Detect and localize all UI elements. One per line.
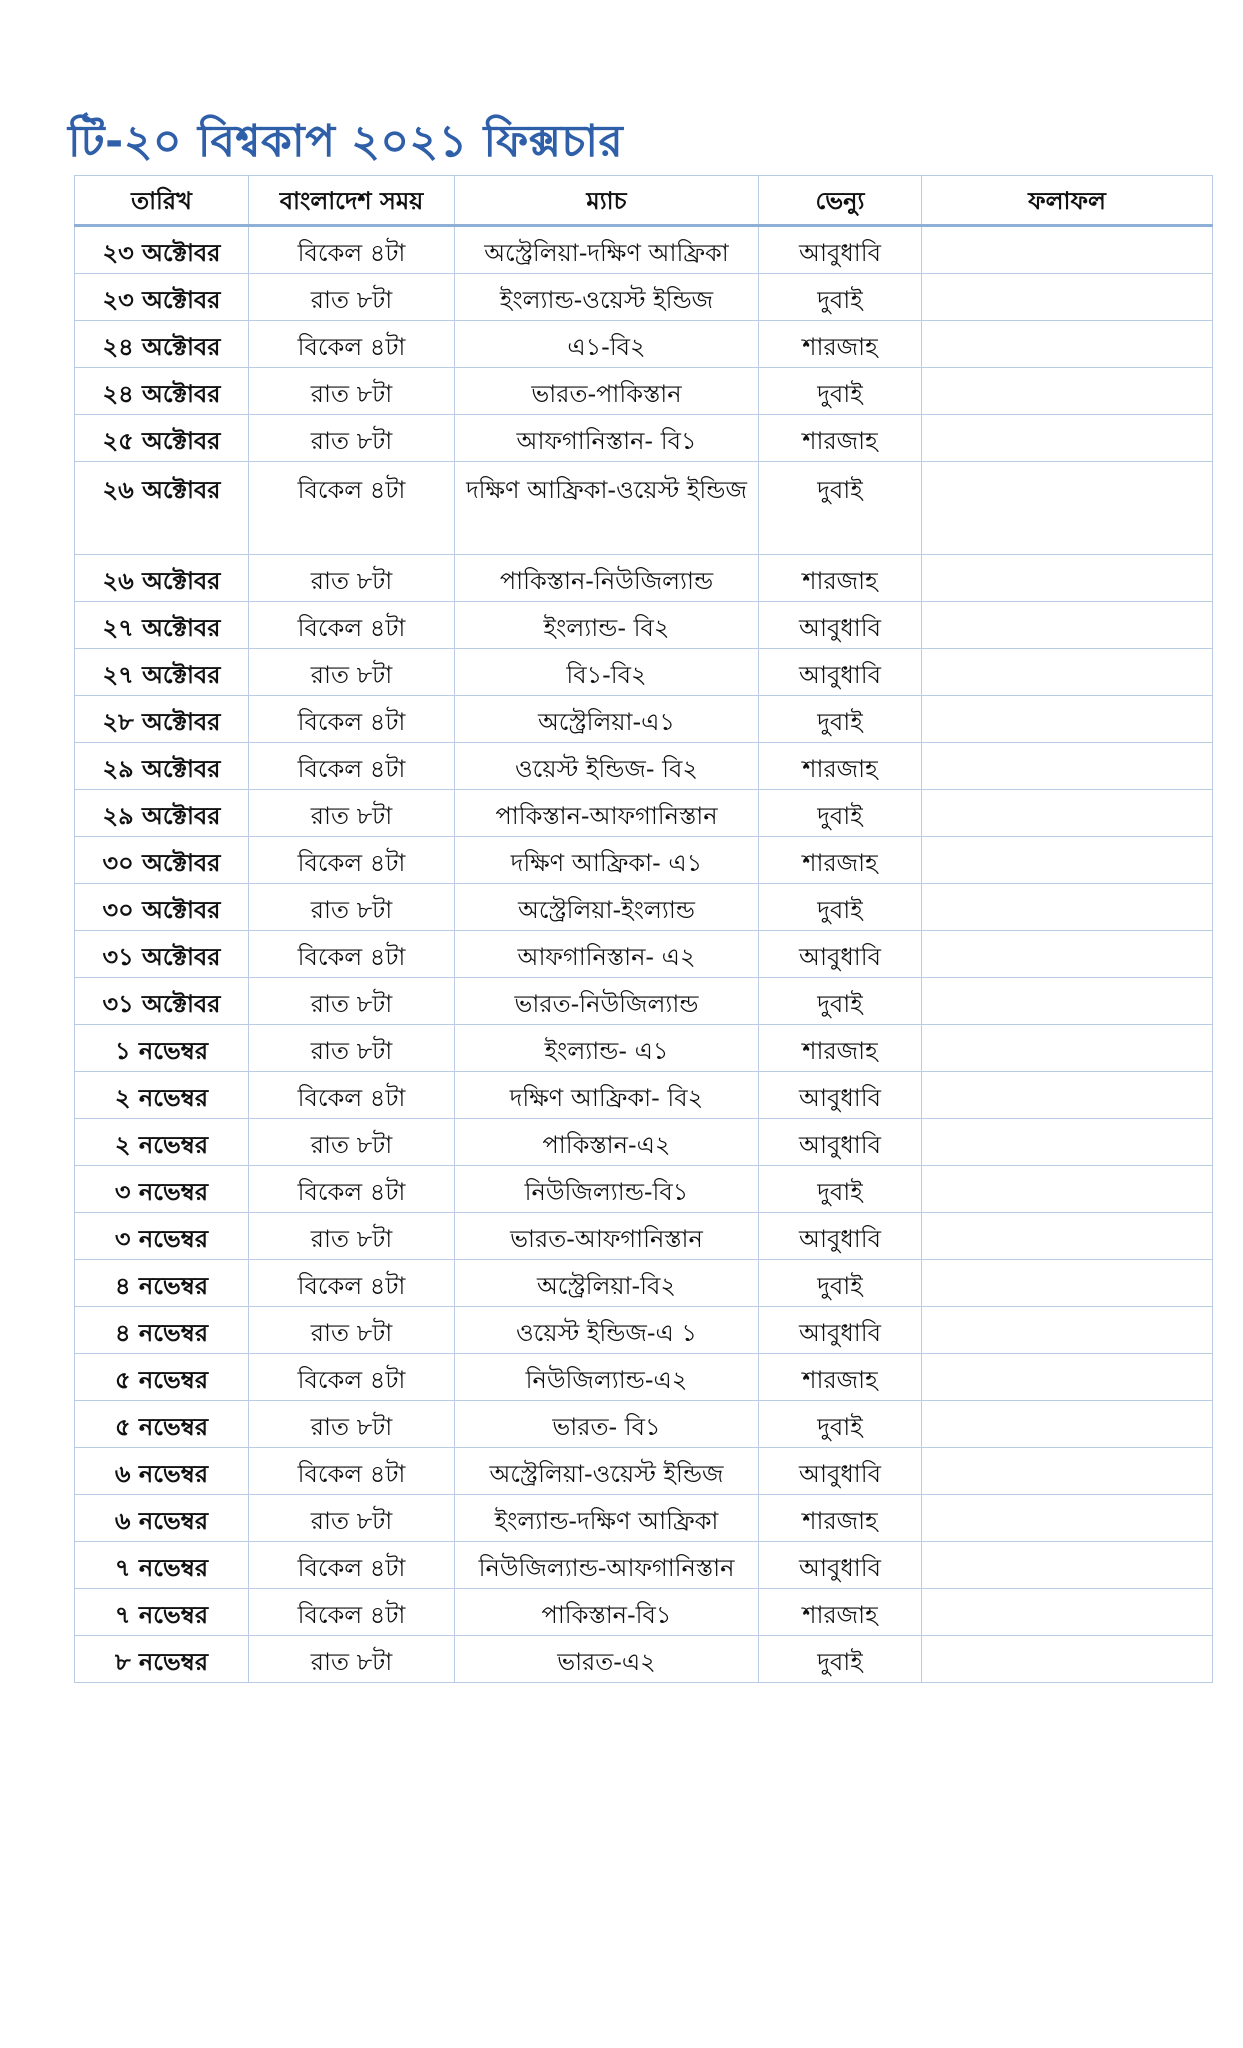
result-cell bbox=[922, 743, 1213, 790]
time-cell: বিকেল ৪টা bbox=[249, 226, 455, 274]
venue-cell: দুবাই bbox=[759, 368, 922, 415]
venue-cell: শারজাহ bbox=[759, 1589, 922, 1636]
date-cell: ৪ নভেম্বর bbox=[75, 1260, 249, 1307]
result-cell bbox=[922, 790, 1213, 837]
time-cell: বিকেল ৪টা bbox=[249, 837, 455, 884]
date-cell: ২৭ অক্টোবর bbox=[75, 649, 249, 696]
match-cell: পাকিস্তান-এ২ bbox=[455, 1119, 759, 1166]
match-cell: পাকিস্তান-নিউজিল্যান্ড bbox=[455, 555, 759, 602]
match-cell: ভারত-পাকিস্তান bbox=[455, 368, 759, 415]
match-cell: আফগানিস্তান- বি১ bbox=[455, 415, 759, 462]
time-cell: বিকেল ৪টা bbox=[249, 1542, 455, 1589]
time-cell: রাত ৮টা bbox=[249, 884, 455, 931]
match-cell: অস্ট্রেলিয়া-ইংল্যান্ড bbox=[455, 884, 759, 931]
table-row bbox=[75, 368, 1213, 415]
date-cell: ২৫ অক্টোবর bbox=[75, 415, 249, 462]
venue-cell: শারজাহ bbox=[759, 555, 922, 602]
result-cell bbox=[922, 696, 1213, 743]
match-cell: ওয়েস্ট ইন্ডিজ- বি২ bbox=[455, 743, 759, 790]
table-row bbox=[75, 1260, 1213, 1307]
result-cell bbox=[922, 1072, 1213, 1119]
table-row bbox=[75, 321, 1213, 368]
table-row bbox=[75, 1354, 1213, 1401]
result-cell bbox=[922, 226, 1213, 274]
date-cell: ৭ নভেম্বর bbox=[75, 1542, 249, 1589]
table-row bbox=[75, 1166, 1213, 1213]
venue-cell: আবুধাবি bbox=[759, 1213, 922, 1260]
fixtures-body bbox=[75, 226, 1213, 1683]
venue-cell: শারজাহ bbox=[759, 1025, 922, 1072]
date-cell: ২৪ অক্টোবর bbox=[75, 321, 249, 368]
time-cell: রাত ৮টা bbox=[249, 1401, 455, 1448]
result-cell bbox=[922, 415, 1213, 462]
match-cell: বি১-বি২ bbox=[455, 649, 759, 696]
match-cell: ইংল্যান্ড- বি২ bbox=[455, 602, 759, 649]
table-row bbox=[75, 978, 1213, 1025]
time-cell: রাত ৮টা bbox=[249, 1025, 455, 1072]
venue-cell: দুবাই bbox=[759, 1166, 922, 1213]
time-cell: রাত ৮টা bbox=[249, 1119, 455, 1166]
table-row bbox=[75, 743, 1213, 790]
venue-cell: শারজাহ bbox=[759, 1495, 922, 1542]
time-cell: রাত ৮টা bbox=[249, 649, 455, 696]
table-row bbox=[75, 790, 1213, 837]
date-cell: ২৯ অক্টোবর bbox=[75, 743, 249, 790]
date-cell: ৫ নভেম্বর bbox=[75, 1354, 249, 1401]
match-cell: ইংল্যান্ড-দক্ষিণ আফ্রিকা bbox=[455, 1495, 759, 1542]
result-cell bbox=[922, 978, 1213, 1025]
match-cell: ভারত-নিউজিল্যান্ড bbox=[455, 978, 759, 1025]
venue-cell: শারজাহ bbox=[759, 1354, 922, 1401]
match-cell: অস্ট্রেলিয়া-এ১ bbox=[455, 696, 759, 743]
table-row bbox=[75, 274, 1213, 321]
time-cell: বিকেল ৪টা bbox=[249, 696, 455, 743]
venue-cell: শারজাহ bbox=[759, 837, 922, 884]
date-cell: ৩১ অক্টোবর bbox=[75, 978, 249, 1025]
time-cell: বিকেল ৪টা bbox=[249, 1589, 455, 1636]
result-cell bbox=[922, 1307, 1213, 1354]
result-cell bbox=[922, 274, 1213, 321]
match-cell: ওয়েস্ট ইন্ডিজ-এ ১ bbox=[455, 1307, 759, 1354]
table-row bbox=[75, 602, 1213, 649]
venue-cell: দুবাই bbox=[759, 884, 922, 931]
time-cell: রাত ৮টা bbox=[249, 1636, 455, 1683]
date-cell: ২৩ অক্টোবর bbox=[75, 226, 249, 274]
table-row bbox=[75, 837, 1213, 884]
result-cell bbox=[922, 368, 1213, 415]
time-cell: রাত ৮টা bbox=[249, 368, 455, 415]
header-match: ম্যাচ bbox=[455, 176, 759, 226]
result-cell bbox=[922, 1448, 1213, 1495]
match-cell: দক্ষিণ আফ্রিকা- এ১ bbox=[455, 837, 759, 884]
table-row bbox=[75, 1636, 1213, 1683]
time-cell: রাত ৮টা bbox=[249, 1213, 455, 1260]
date-cell: ৫ নভেম্বর bbox=[75, 1401, 249, 1448]
result-cell bbox=[922, 555, 1213, 602]
table-row bbox=[75, 696, 1213, 743]
table-row bbox=[75, 1542, 1213, 1589]
time-cell: বিকেল ৪টা bbox=[249, 1354, 455, 1401]
venue-cell: শারজাহ bbox=[759, 321, 922, 368]
time-cell: রাত ৮টা bbox=[249, 415, 455, 462]
date-cell: ২ নভেম্বর bbox=[75, 1119, 249, 1166]
match-cell: ইংল্যান্ড-ওয়েস্ট ইন্ডিজ bbox=[455, 274, 759, 321]
result-cell bbox=[922, 1260, 1213, 1307]
time-cell: বিকেল ৪টা bbox=[249, 602, 455, 649]
date-cell: ৪ নভেম্বর bbox=[75, 1307, 249, 1354]
venue-cell: দুবাই bbox=[759, 790, 922, 837]
time-cell: বিকেল ৪টা bbox=[249, 1260, 455, 1307]
date-cell: ২৬ অক্টোবর bbox=[75, 462, 249, 555]
table-row bbox=[75, 1401, 1213, 1448]
venue-cell: দুবাই bbox=[759, 1636, 922, 1683]
match-cell: অস্ট্রেলিয়া-বি২ bbox=[455, 1260, 759, 1307]
venue-cell: দুবাই bbox=[759, 274, 922, 321]
time-cell: রাত ৮টা bbox=[249, 555, 455, 602]
result-cell bbox=[922, 1166, 1213, 1213]
date-cell: ২৮ অক্টোবর bbox=[75, 696, 249, 743]
match-cell: দক্ষিণ আফ্রিকা- বি২ bbox=[455, 1072, 759, 1119]
venue-cell: দুবাই bbox=[759, 462, 922, 555]
result-cell bbox=[922, 1589, 1213, 1636]
venue-cell: আবুধাবি bbox=[759, 1307, 922, 1354]
result-cell bbox=[922, 1542, 1213, 1589]
time-cell: রাত ৮টা bbox=[249, 274, 455, 321]
time-cell: বিকেল ৪টা bbox=[249, 1166, 455, 1213]
time-cell: বিকেল ৪টা bbox=[249, 462, 455, 555]
date-cell: ২৩ অক্টোবর bbox=[75, 274, 249, 321]
table-row bbox=[75, 1448, 1213, 1495]
date-cell: ৩০ অক্টোবর bbox=[75, 884, 249, 931]
table-row bbox=[75, 1072, 1213, 1119]
match-cell: ইংল্যান্ড- এ১ bbox=[455, 1025, 759, 1072]
result-cell bbox=[922, 1495, 1213, 1542]
match-cell: পাকিস্তান-বি১ bbox=[455, 1589, 759, 1636]
table-row bbox=[75, 884, 1213, 931]
venue-cell: শারজাহ bbox=[759, 415, 922, 462]
result-cell bbox=[922, 1401, 1213, 1448]
venue-cell: আবুধাবি bbox=[759, 602, 922, 649]
result-cell bbox=[922, 1119, 1213, 1166]
date-cell: ২৬ অক্টোবর bbox=[75, 555, 249, 602]
date-cell: ২৯ অক্টোবর bbox=[75, 790, 249, 837]
date-cell: ৭ নভেম্বর bbox=[75, 1589, 249, 1636]
table-row bbox=[75, 649, 1213, 696]
date-cell: ১ নভেম্বর bbox=[75, 1025, 249, 1072]
date-cell: ২ নভেম্বর bbox=[75, 1072, 249, 1119]
page-title: টি-২০ বিশ্বকাপ ২০২১ ফিক্সচার bbox=[68, 116, 624, 167]
time-cell: রাত ৮টা bbox=[249, 790, 455, 837]
table-row bbox=[75, 1589, 1213, 1636]
date-cell: ৬ নভেম্বর bbox=[75, 1448, 249, 1495]
result-cell bbox=[922, 602, 1213, 649]
header-result: ফলাফল bbox=[922, 176, 1213, 226]
date-cell: ৩০ অক্টোবর bbox=[75, 837, 249, 884]
match-cell: নিউজিল্যান্ড-বি১ bbox=[455, 1166, 759, 1213]
time-cell: রাত ৮টা bbox=[249, 1495, 455, 1542]
result-cell bbox=[922, 1025, 1213, 1072]
time-cell: বিকেল ৪টা bbox=[249, 1072, 455, 1119]
match-cell: এ১-বি২ bbox=[455, 321, 759, 368]
result-cell bbox=[922, 649, 1213, 696]
time-cell: বিকেল ৪টা bbox=[249, 931, 455, 978]
result-cell bbox=[922, 837, 1213, 884]
table-row bbox=[75, 1119, 1213, 1166]
header-row bbox=[75, 176, 1213, 226]
venue-cell: আবুধাবি bbox=[759, 1448, 922, 1495]
result-cell bbox=[922, 321, 1213, 368]
time-cell: বিকেল ৪টা bbox=[249, 1448, 455, 1495]
match-cell: ভারত- বি১ bbox=[455, 1401, 759, 1448]
header-time: বাংলাদেশ সময় bbox=[249, 176, 455, 226]
table-row bbox=[75, 1495, 1213, 1542]
match-cell: পাকিস্তান-আফগানিস্তান bbox=[455, 790, 759, 837]
date-cell: ৩ নভেম্বর bbox=[75, 1213, 249, 1260]
result-cell bbox=[922, 884, 1213, 931]
date-cell: ২৪ অক্টোবর bbox=[75, 368, 249, 415]
match-cell: ভারত-এ২ bbox=[455, 1636, 759, 1683]
venue-cell: শারজাহ bbox=[759, 743, 922, 790]
table-row bbox=[75, 462, 1213, 555]
table-row bbox=[75, 226, 1213, 274]
date-cell: ৮ নভেম্বর bbox=[75, 1636, 249, 1683]
date-cell: ২৭ অক্টোবর bbox=[75, 602, 249, 649]
match-cell: ভারত-আফগানিস্তান bbox=[455, 1213, 759, 1260]
result-cell bbox=[922, 462, 1213, 555]
match-cell: নিউজিল্যান্ড-আফগানিস্তান bbox=[455, 1542, 759, 1589]
venue-cell: দুবাই bbox=[759, 1401, 922, 1448]
venue-cell: দুবাই bbox=[759, 1260, 922, 1307]
match-cell: দক্ষিণ আফ্রিকা-ওয়েস্ট ইন্ডিজ bbox=[455, 462, 759, 555]
date-cell: ৩১ অক্টোবর bbox=[75, 931, 249, 978]
table-row bbox=[75, 1025, 1213, 1072]
time-cell: বিকেল ৪টা bbox=[249, 321, 455, 368]
table-row bbox=[75, 1213, 1213, 1260]
venue-cell: দুবাই bbox=[759, 978, 922, 1025]
match-cell: নিউজিল্যান্ড-এ২ bbox=[455, 1354, 759, 1401]
fixtures-table bbox=[74, 175, 1213, 1683]
table-row bbox=[75, 415, 1213, 462]
result-cell bbox=[922, 1354, 1213, 1401]
time-cell: বিকেল ৪টা bbox=[249, 743, 455, 790]
time-cell: রাত ৮টা bbox=[249, 1307, 455, 1354]
table-row bbox=[75, 1307, 1213, 1354]
result-cell bbox=[922, 1636, 1213, 1683]
table-row bbox=[75, 931, 1213, 978]
venue-cell: আবুধাবি bbox=[759, 1542, 922, 1589]
table-row bbox=[75, 555, 1213, 602]
date-cell: ৬ নভেম্বর bbox=[75, 1495, 249, 1542]
time-cell: রাত ৮টা bbox=[249, 978, 455, 1025]
venue-cell: দুবাই bbox=[759, 696, 922, 743]
venue-cell: আবুধাবি bbox=[759, 226, 922, 274]
header-venue: ভেন্যু bbox=[759, 176, 922, 226]
result-cell bbox=[922, 1213, 1213, 1260]
venue-cell: আবুধাবি bbox=[759, 1072, 922, 1119]
match-cell: আফগানিস্তান- এ২ bbox=[455, 931, 759, 978]
venue-cell: আবুধাবি bbox=[759, 649, 922, 696]
date-cell: ৩ নভেম্বর bbox=[75, 1166, 249, 1213]
venue-cell: আবুধাবি bbox=[759, 1119, 922, 1166]
venue-cell: আবুধাবি bbox=[759, 931, 922, 978]
result-cell bbox=[922, 931, 1213, 978]
match-cell: অস্ট্রেলিয়া-দক্ষিণ আফ্রিকা bbox=[455, 226, 759, 274]
header-date: তারিখ bbox=[75, 176, 249, 226]
match-cell: অস্ট্রেলিয়া-ওয়েস্ট ইন্ডিজ bbox=[455, 1448, 759, 1495]
